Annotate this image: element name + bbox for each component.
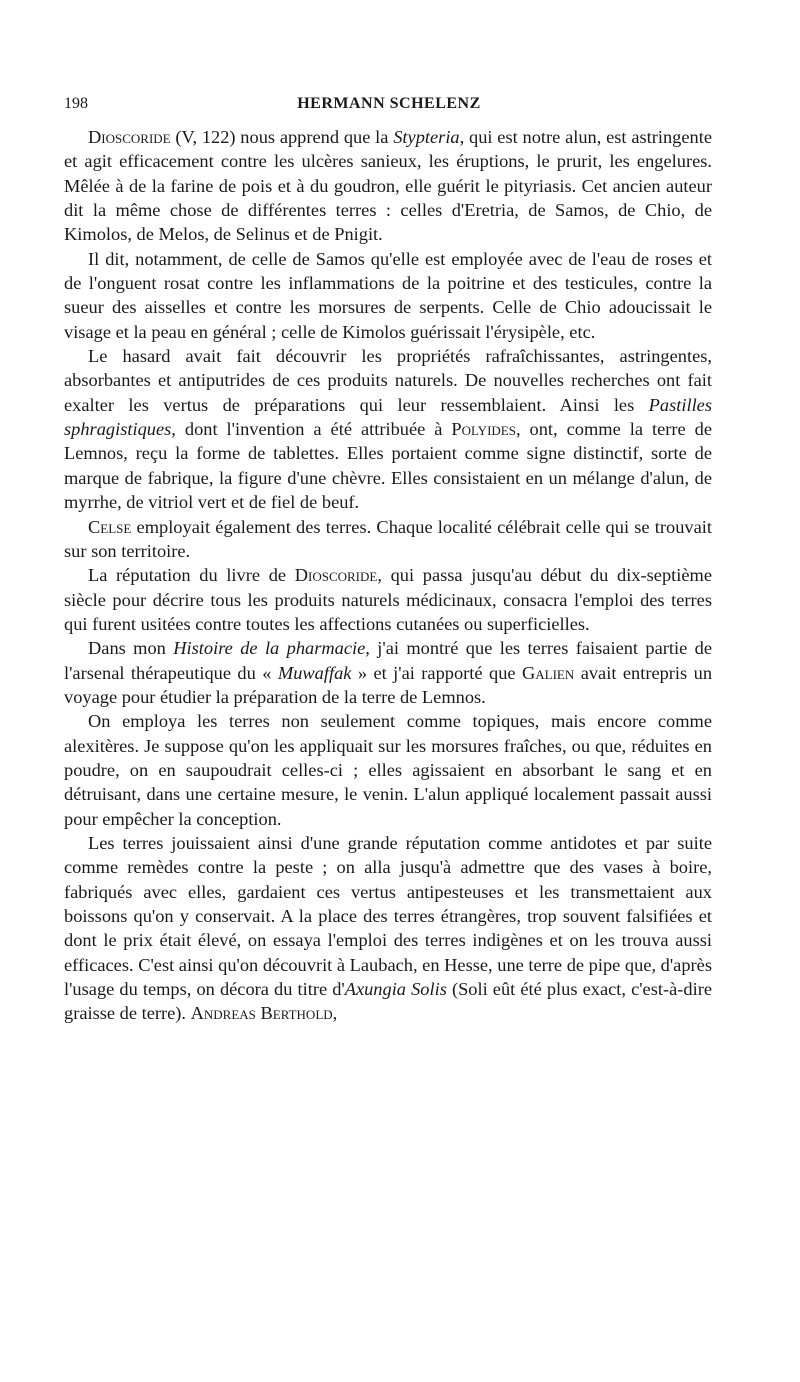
text-run: On employa les terres non seulement comme topiques, mais encore comme alexitères. Je suppose qu'on les appliquait sur les morsures fraîches, ou que, réduites en poudre, on en saupoudrait celles-ci ; elles agissaient en absorbant le sang et en détruisant, dans une certaine mesure, le venin. L'alun appliqué localement passait aussi pour empêcher la conception. bbox=[64, 711, 712, 829]
text-run: Dans mon bbox=[88, 638, 174, 659]
text-run: avait entrepris un voyage pour étudier la préparation de la terre de Lemnos. bbox=[64, 662, 713, 707]
text-run: (Soli eût été plus exact, c'est-à-dire graisse de terre). bbox=[64, 979, 712, 1024]
paragraph bbox=[64, 636, 712, 709]
author-name: Celse bbox=[88, 516, 132, 537]
running-title: HERMANN SCHELENZ bbox=[297, 95, 481, 112]
text-run: Les terres jouissaient ainsi d'une grande réputation comme antidotes et par suite comme remèdes contre la peste ; on alla jusqu'à admettre que des vases à boire, fabriqués avec elles, gardaient ces vertus antipesteuses et les transmettaient aux boissons qu'on y conservait. A la place des terres étrangères, trop souvent falsifiées et dont le prix était élevé, on essaya l'emploi des terres indigènes et on les trouva aussi efficaces. C'est ainsi qu'on découvrit à Laubach, en Hesse, une terre de pipe que, d'après l'usage du temps, on décora du titre d' bbox=[64, 832, 712, 1000]
paragraph bbox=[64, 563, 712, 636]
text-run: , bbox=[332, 1003, 338, 1024]
text-run: , qui est notre alun, est astringente et agit efficacement contre les ulcères sanieux, les éruptions, le prurit, les engelures. Mêlée à de la farine de pois et à du goudron, elle guérit le pityriasis. Cet ancien auteur dit la même chose de différentes terres : celles d'Eretria, de Samos, de Chio, de Kimolos, de Melos, de Selinus et de Pnigit. bbox=[64, 127, 713, 245]
text-run: , ont, comme la terre de Lemnos, reçu la forme de tablettes. Elles portaient comme signe distinctif, sorte de marque de fabrique, la figure d'une chèvre. Elles consistaient en un mélange d'alun, de myrrhe, de vitriol vert et de fiel de beuf. bbox=[64, 419, 712, 513]
italic-run: Axungia Solis bbox=[344, 979, 447, 1000]
text-run: Le hasard avait fait découvrir les propriétés rafraîchissantes, astringentes, absorbantes et antiputrides de ces produits naturels. De nouvelles recherches ont fait exalter les vertus de préparations qui leur ressemblaient. Ainsi les bbox=[64, 346, 712, 415]
text-run: Il dit, notamment, de celle de Samos qu'elle est employée avec de l'eau de roses et de l'onguent rosat contre les inflammations de la poitrine et des testicules, contre la sueur des aisselles et contre les morsures de serpents. Celle de Chio adoucissait le visage et la peau en général ; celle de Kimolos guérissait l'érysipèle, etc. bbox=[64, 248, 712, 342]
author-name: Andreas Berthold bbox=[190, 1003, 333, 1024]
author-name: Polyides bbox=[451, 419, 516, 440]
paragraph bbox=[64, 515, 712, 564]
paragraph bbox=[64, 125, 712, 247]
paragraph bbox=[64, 344, 712, 514]
text-run: , j'ai montré que les terres faisaient partie de l'arsenal thérapeutique du « bbox=[64, 638, 713, 683]
text-run: » et j'ai rapporté que bbox=[351, 662, 522, 683]
body-text bbox=[64, 125, 712, 1026]
text-run: , dont l'invention a été attribuée à bbox=[171, 419, 452, 440]
text-run: (V, 122) nous apprend que la bbox=[170, 127, 394, 147]
author-name: Dioscoride bbox=[294, 565, 378, 586]
page-header bbox=[64, 93, 714, 115]
paragraph bbox=[64, 247, 712, 344]
paragraph bbox=[64, 831, 712, 1026]
italic-run: Histoire de la pharmacie bbox=[173, 638, 366, 659]
text-run: , qui passa jusqu'au début du dix-septième siècle pour décrire tous les produits naturels médicinaux, consacra l'emploi des terres qui furent usitées contre toutes les affections cutanées ou superficielles. bbox=[64, 565, 712, 634]
page-number: 198 bbox=[64, 95, 88, 112]
text-run: La réputation du livre de bbox=[88, 565, 295, 586]
author-name: Dioscoride bbox=[88, 127, 171, 147]
paragraph bbox=[64, 709, 712, 831]
italic-run: Muwaffak bbox=[277, 662, 352, 683]
italic-run: Pastilles sphragistiques bbox=[64, 394, 712, 440]
author-name: Galien bbox=[521, 662, 575, 683]
text-run: employait également des terres. Chaque localité célébrait celle qui se trouvait sur son territoire. bbox=[64, 516, 712, 561]
italic-run: Stypteria bbox=[393, 127, 460, 147]
